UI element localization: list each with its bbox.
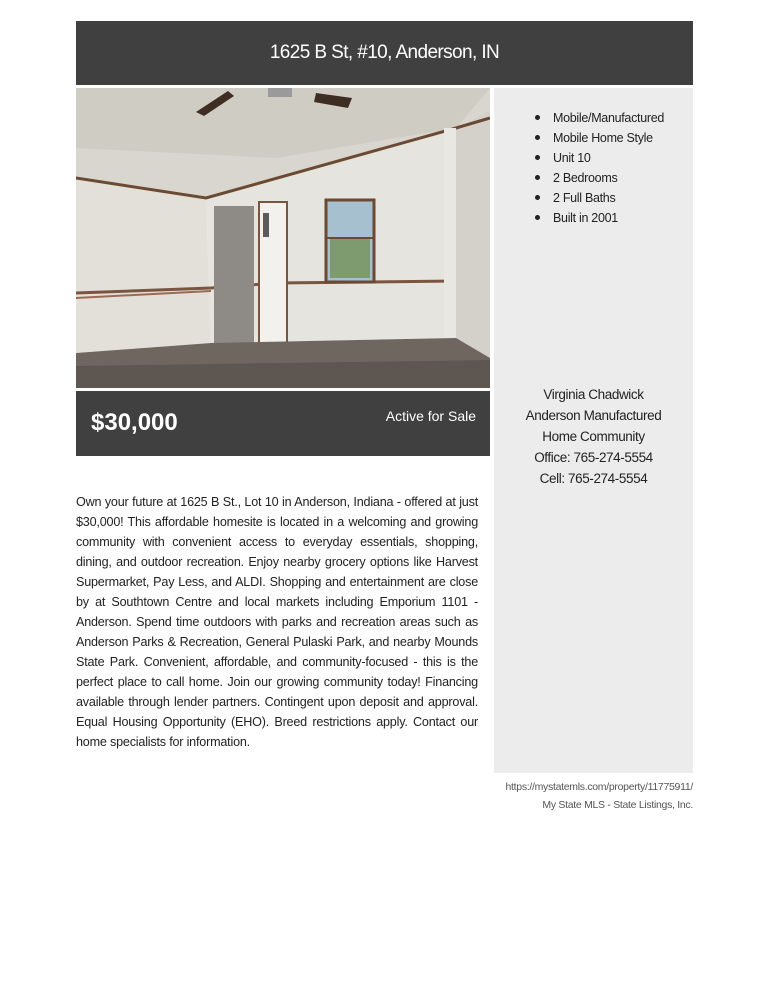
bullet-icon	[535, 115, 540, 120]
feature-text: Built in 2001	[553, 211, 618, 225]
agent-office-phone[interactable]: Office: 765-274-5554	[534, 450, 653, 465]
listing-status: Active for Sale	[385, 408, 476, 424]
agent-name: Virginia Chadwick	[543, 387, 644, 402]
bullet-icon	[535, 135, 540, 140]
agent-company-line1: Anderson Manufactured	[525, 408, 662, 423]
listing-description: Own your future at 1625 B St., Lot 10 in Anderson, Indiana - offered at just $30,000! This affordable homesite is located in a welcoming and growing community with convenient access to everyday essentials, shopping, dining, and outdoor recreation. Enjoy nearby grocery options like Harvest Supermarket, Pay Less, and ALDI. Shopping and entertainment are close by at Southtown Centre and local markets including Emporium 1101 - Anderson. Spend time outdoors with parks and recreation areas such as Anderson Parks & Recreation, General Pulaski Park, and nearby Mounds State Park. Convenient, affordable, and community-focused - this is the perfect place to call home. Join our growing community today! Financing available through lender partners. Contingent upon deposit and approval. Equal Housing Opportunity (EHO). Breed restrictions apply. Contact our home specialists for information.	[76, 495, 478, 749]
listing-title-bar	[76, 21, 693, 85]
agent-company-line2: Home Community	[542, 429, 645, 444]
feature-item	[535, 208, 664, 228]
listing-sidebar	[494, 88, 693, 773]
listing-source: My State MLS - State Listings, Inc.	[542, 799, 693, 811]
feature-text: Mobile/Manufactured	[553, 111, 665, 125]
listing-photo	[76, 88, 490, 388]
bullet-icon	[535, 195, 540, 200]
agent-cell-phone[interactable]: Cell: 765-274-5554	[539, 471, 648, 486]
feature-text: Mobile Home Style	[553, 131, 653, 145]
agent-contact	[494, 384, 693, 489]
listing-title: 1625 B St, #10, Anderson, IN	[269, 42, 500, 63]
feature-list	[535, 108, 664, 228]
feature-item	[535, 108, 664, 128]
bullet-icon	[535, 155, 540, 160]
feature-text: 2 Bedrooms	[553, 171, 618, 185]
price-bar	[76, 391, 490, 456]
feature-text: Unit 10	[553, 151, 591, 165]
listing-price: $30,000	[91, 409, 178, 436]
bullet-icon	[535, 175, 540, 180]
feature-item	[535, 128, 664, 148]
listing-url-link[interactable]: https://mystatemls.com/property/11775911/	[505, 781, 693, 793]
feature-item	[535, 148, 664, 168]
feature-item	[535, 188, 664, 208]
feature-text: 2 Full Baths	[553, 191, 616, 205]
bullet-icon	[535, 215, 540, 220]
page-footer	[506, 778, 694, 814]
feature-item	[535, 168, 664, 188]
